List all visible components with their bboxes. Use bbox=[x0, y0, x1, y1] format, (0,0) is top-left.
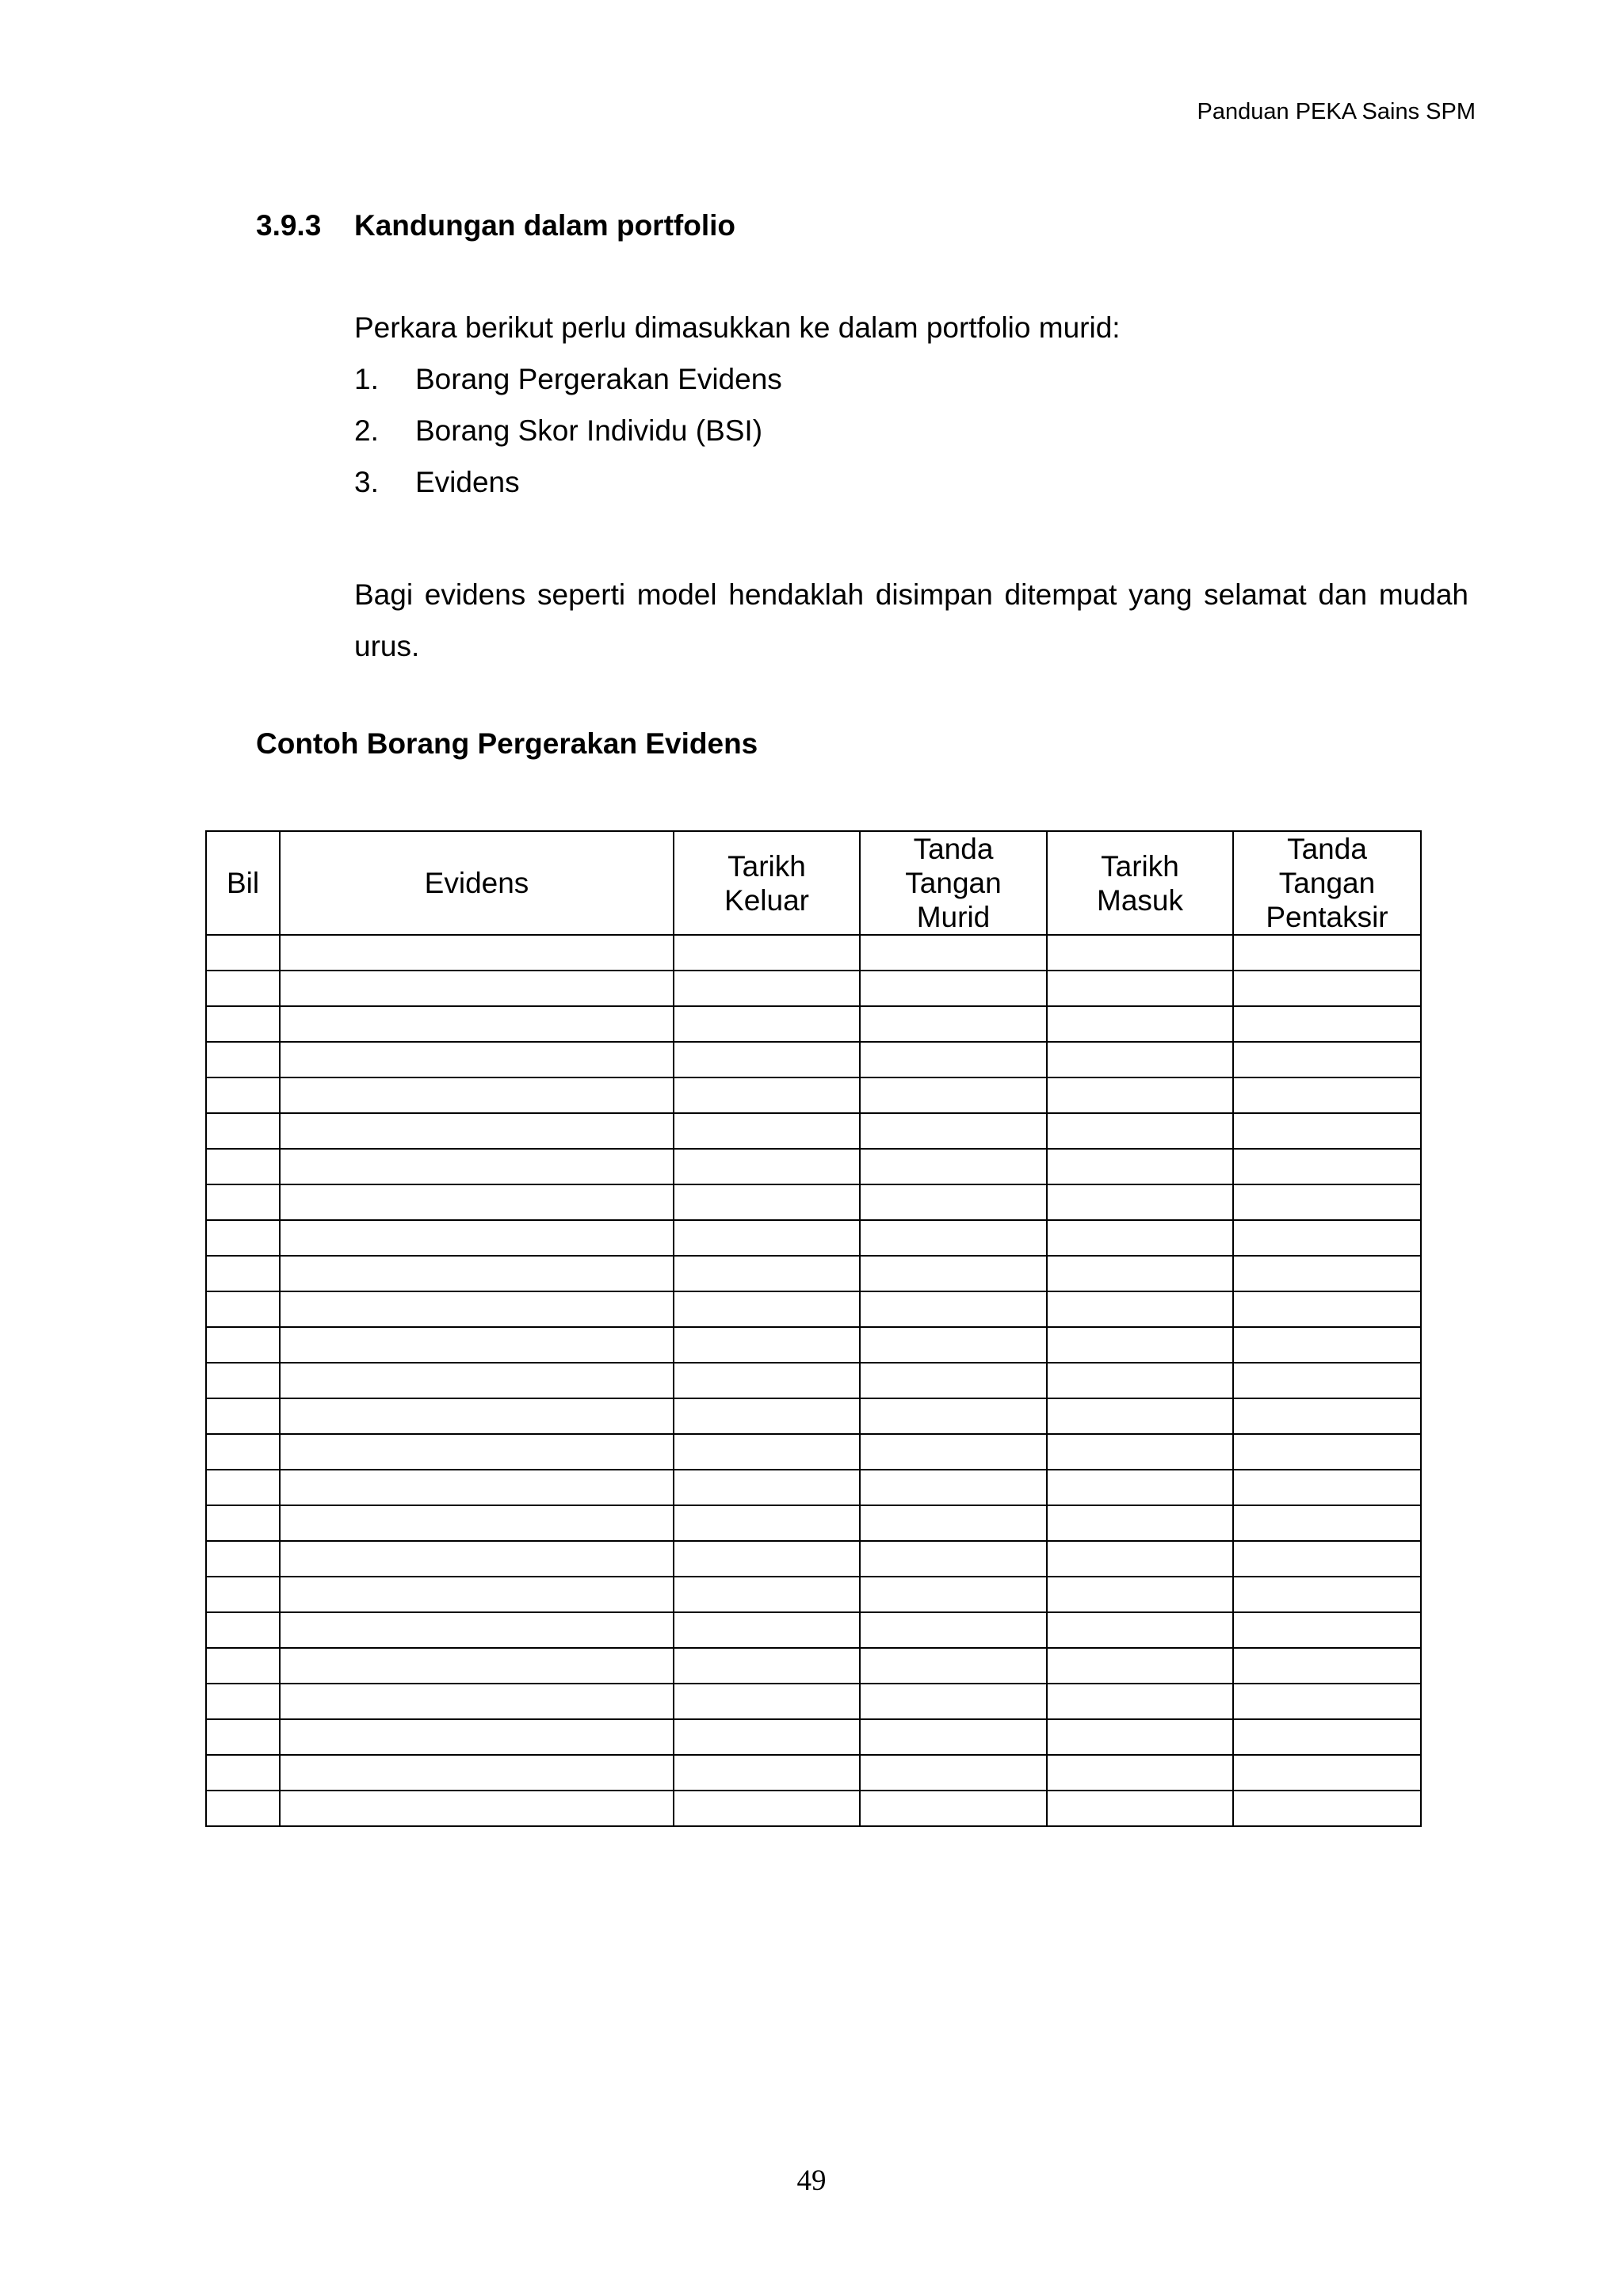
table-cell bbox=[1047, 1577, 1233, 1612]
table-cell bbox=[280, 1113, 674, 1149]
table-cell bbox=[1047, 1505, 1233, 1541]
storage-paragraph: Bagi evidens seperti model hendaklah disimpan ditempat yang selamat dan mudah urus. bbox=[354, 578, 1468, 662]
table-cell bbox=[1047, 1256, 1233, 1291]
table-row bbox=[206, 1042, 1421, 1077]
table-row bbox=[206, 1327, 1421, 1363]
table-cell bbox=[860, 1291, 1047, 1327]
table-row bbox=[206, 971, 1421, 1006]
running-header: Panduan PEKA Sains SPM bbox=[1197, 99, 1476, 124]
table-row bbox=[206, 1149, 1421, 1184]
column-header-bil: Bil bbox=[206, 831, 280, 935]
table-cell bbox=[1233, 1791, 1421, 1826]
table-cell bbox=[206, 1113, 280, 1149]
table-cell bbox=[1233, 1291, 1421, 1327]
section-number: 3.9.3 bbox=[256, 209, 322, 242]
table-cell bbox=[280, 1648, 674, 1684]
column-header-evidens: Evidens bbox=[280, 831, 674, 935]
table-cell bbox=[1047, 1719, 1233, 1755]
list-item bbox=[354, 414, 782, 465]
table-row bbox=[206, 1434, 1421, 1470]
table-cell bbox=[674, 1648, 860, 1684]
table-cell bbox=[206, 935, 280, 971]
table-cell bbox=[280, 1612, 674, 1648]
list-item-number: 3. bbox=[354, 466, 379, 498]
table-cell bbox=[1047, 1434, 1233, 1470]
table-row bbox=[206, 1398, 1421, 1434]
table-row bbox=[206, 1577, 1421, 1612]
table-cell bbox=[1233, 1648, 1421, 1684]
table-cell bbox=[206, 1541, 280, 1577]
table-row bbox=[206, 1505, 1421, 1541]
table-cell bbox=[674, 935, 860, 971]
table-cell bbox=[280, 1077, 674, 1113]
table-cell bbox=[1233, 1327, 1421, 1363]
table-cell bbox=[1047, 1006, 1233, 1042]
table-cell bbox=[280, 1505, 674, 1541]
table-cell bbox=[280, 1577, 674, 1612]
table-cell bbox=[280, 1149, 674, 1184]
table-cell bbox=[860, 1470, 1047, 1505]
table-cell bbox=[860, 1755, 1047, 1791]
table-cell bbox=[1047, 1077, 1233, 1113]
table-cell bbox=[280, 971, 674, 1006]
table-cell bbox=[860, 1791, 1047, 1826]
table-cell bbox=[674, 1149, 860, 1184]
section-title: Kandungan dalam portfolio bbox=[354, 209, 735, 242]
table-cell bbox=[280, 1291, 674, 1327]
table-cell bbox=[206, 1184, 280, 1220]
form-title: Contoh Borang Pergerakan Evidens bbox=[256, 727, 758, 760]
table-body bbox=[206, 935, 1421, 1826]
table-cell bbox=[280, 1434, 674, 1470]
table-cell bbox=[280, 1791, 674, 1826]
table-cell bbox=[1047, 1648, 1233, 1684]
table-cell bbox=[860, 935, 1047, 971]
column-header-tanda-tangan-murid: Tanda Tangan Murid bbox=[860, 831, 1047, 935]
table-row bbox=[206, 1184, 1421, 1220]
table-cell bbox=[1233, 1220, 1421, 1256]
table-cell bbox=[1233, 1755, 1421, 1791]
table-cell bbox=[860, 1077, 1047, 1113]
table-cell bbox=[1047, 1184, 1233, 1220]
table-row bbox=[206, 1470, 1421, 1505]
table-cell bbox=[860, 1541, 1047, 1577]
table-cell bbox=[1047, 935, 1233, 971]
table-cell bbox=[280, 1398, 674, 1434]
table-row bbox=[206, 1363, 1421, 1398]
table-row bbox=[206, 1113, 1421, 1149]
table-cell bbox=[1047, 1220, 1233, 1256]
table-cell bbox=[674, 1006, 860, 1042]
list-item-number: 1. bbox=[354, 363, 379, 395]
table-cell bbox=[1233, 1006, 1421, 1042]
intro-text: Perkara berikut perlu dimasukkan ke dalam portfolio murid: bbox=[354, 311, 1121, 344]
table-cell bbox=[860, 1719, 1047, 1755]
table-cell bbox=[1233, 1398, 1421, 1434]
table-cell bbox=[206, 1577, 280, 1612]
table-cell bbox=[1047, 1327, 1233, 1363]
table-cell bbox=[280, 935, 674, 971]
table-cell bbox=[280, 1327, 674, 1363]
table-cell bbox=[1047, 1113, 1233, 1149]
list-item-number: 2. bbox=[354, 414, 379, 447]
table-cell bbox=[1233, 1470, 1421, 1505]
table-cell bbox=[206, 1791, 280, 1826]
table-cell bbox=[206, 971, 280, 1006]
table-cell bbox=[1233, 1541, 1421, 1577]
table-cell bbox=[1233, 1184, 1421, 1220]
table-cell bbox=[1233, 1149, 1421, 1184]
table-cell bbox=[674, 1291, 860, 1327]
table-cell bbox=[860, 1398, 1047, 1434]
table-cell bbox=[860, 1363, 1047, 1398]
table-cell bbox=[674, 971, 860, 1006]
table-row bbox=[206, 1791, 1421, 1826]
table-cell bbox=[206, 1327, 280, 1363]
table-cell bbox=[1233, 971, 1421, 1006]
table-cell bbox=[1233, 1719, 1421, 1755]
table-cell bbox=[1047, 1363, 1233, 1398]
table-cell bbox=[1233, 1684, 1421, 1719]
table-cell bbox=[206, 1077, 280, 1113]
table-cell bbox=[860, 1220, 1047, 1256]
table-cell bbox=[674, 1184, 860, 1220]
table-cell bbox=[280, 1470, 674, 1505]
table-cell bbox=[280, 1363, 674, 1398]
table-cell bbox=[280, 1184, 674, 1220]
table-cell bbox=[206, 1042, 280, 1077]
table-cell bbox=[1047, 1791, 1233, 1826]
table-cell bbox=[206, 1149, 280, 1184]
table-row bbox=[206, 935, 1421, 971]
table-cell bbox=[280, 1042, 674, 1077]
table-cell bbox=[1047, 1398, 1233, 1434]
table-cell bbox=[674, 1434, 860, 1470]
table-cell bbox=[674, 1256, 860, 1291]
table-cell bbox=[206, 1612, 280, 1648]
table-row bbox=[206, 1648, 1421, 1684]
table-cell bbox=[280, 1220, 674, 1256]
list-item-text: Borang Pergerakan Evidens bbox=[415, 363, 782, 395]
table-cell bbox=[206, 1755, 280, 1791]
table-row bbox=[206, 1755, 1421, 1791]
table-cell bbox=[860, 1577, 1047, 1612]
table-cell bbox=[280, 1755, 674, 1791]
table-cell bbox=[860, 1684, 1047, 1719]
table-cell bbox=[206, 1363, 280, 1398]
table-cell bbox=[860, 1612, 1047, 1648]
table-row bbox=[206, 1719, 1421, 1755]
table-cell bbox=[674, 1113, 860, 1149]
table-cell bbox=[674, 1077, 860, 1113]
table-row bbox=[206, 1684, 1421, 1719]
column-header-tarikh-keluar: Tarikh Keluar bbox=[674, 831, 860, 935]
table-cell bbox=[280, 1541, 674, 1577]
table-cell bbox=[1233, 1113, 1421, 1149]
table-cell bbox=[1233, 1434, 1421, 1470]
table-cell bbox=[860, 1256, 1047, 1291]
table-cell bbox=[860, 1006, 1047, 1042]
table-cell bbox=[1233, 1077, 1421, 1113]
table-cell bbox=[206, 1398, 280, 1434]
list-item-text: Borang Skor Individu (BSI) bbox=[415, 414, 763, 447]
list-item bbox=[354, 362, 782, 414]
table-row bbox=[206, 1006, 1421, 1042]
table-cell bbox=[860, 1149, 1047, 1184]
table-cell bbox=[206, 1220, 280, 1256]
table-cell bbox=[674, 1541, 860, 1577]
table-cell bbox=[674, 1755, 860, 1791]
table-cell bbox=[206, 1291, 280, 1327]
table-cell bbox=[206, 1006, 280, 1042]
table-row bbox=[206, 1077, 1421, 1113]
table-cell bbox=[206, 1505, 280, 1541]
table-cell bbox=[674, 1327, 860, 1363]
table-cell bbox=[206, 1256, 280, 1291]
table-cell bbox=[1233, 1612, 1421, 1648]
table-cell bbox=[1233, 1256, 1421, 1291]
table-row bbox=[206, 1291, 1421, 1327]
table-row bbox=[206, 1541, 1421, 1577]
table-cell bbox=[1233, 1042, 1421, 1077]
table-cell bbox=[1233, 1577, 1421, 1612]
table-cell bbox=[674, 1398, 860, 1434]
table-cell bbox=[206, 1719, 280, 1755]
table-cell bbox=[860, 971, 1047, 1006]
table-cell bbox=[1047, 1470, 1233, 1505]
table-cell bbox=[1233, 1363, 1421, 1398]
table-cell bbox=[860, 1327, 1047, 1363]
table-cell bbox=[1047, 1291, 1233, 1327]
table-cell bbox=[1047, 1541, 1233, 1577]
table-cell bbox=[1047, 1042, 1233, 1077]
table-cell bbox=[860, 1042, 1047, 1077]
list-item bbox=[354, 465, 782, 517]
column-header-tanda-tangan-pentaksir: Tanda Tangan Pentaksir bbox=[1233, 831, 1421, 935]
column-header-tarikh-masuk: Tarikh Masuk bbox=[1047, 831, 1233, 935]
table-cell bbox=[206, 1648, 280, 1684]
table-cell bbox=[1047, 1612, 1233, 1648]
table-cell bbox=[1233, 1505, 1421, 1541]
table-cell bbox=[206, 1684, 280, 1719]
table-cell bbox=[1047, 971, 1233, 1006]
table-cell bbox=[860, 1505, 1047, 1541]
table-cell bbox=[674, 1612, 860, 1648]
table-cell bbox=[674, 1684, 860, 1719]
list-item-text: Evidens bbox=[415, 466, 520, 498]
table-cell bbox=[860, 1434, 1047, 1470]
table-cell bbox=[674, 1791, 860, 1826]
table-cell bbox=[280, 1719, 674, 1755]
table-header-row bbox=[206, 831, 1421, 935]
table-row bbox=[206, 1220, 1421, 1256]
table-cell bbox=[674, 1719, 860, 1755]
table-row bbox=[206, 1256, 1421, 1291]
table-cell bbox=[674, 1505, 860, 1541]
table-cell bbox=[206, 1434, 280, 1470]
table-cell bbox=[1047, 1755, 1233, 1791]
table-cell bbox=[674, 1363, 860, 1398]
table-cell bbox=[1047, 1149, 1233, 1184]
page-number: 49 bbox=[796, 2164, 827, 2197]
table-cell bbox=[1233, 935, 1421, 971]
table-cell bbox=[674, 1470, 860, 1505]
table-cell bbox=[674, 1220, 860, 1256]
portfolio-contents-list bbox=[354, 362, 782, 517]
section-heading bbox=[256, 208, 735, 243]
table-cell bbox=[280, 1256, 674, 1291]
table-cell bbox=[674, 1042, 860, 1077]
table-cell bbox=[860, 1113, 1047, 1149]
table-cell bbox=[1047, 1684, 1233, 1719]
table-row bbox=[206, 1612, 1421, 1648]
table-cell bbox=[280, 1684, 674, 1719]
table-cell bbox=[674, 1577, 860, 1612]
table-cell bbox=[860, 1648, 1047, 1684]
table-cell bbox=[280, 1006, 674, 1042]
table-cell bbox=[860, 1184, 1047, 1220]
table-cell bbox=[206, 1470, 280, 1505]
evidence-movement-form-table bbox=[205, 830, 1422, 1827]
